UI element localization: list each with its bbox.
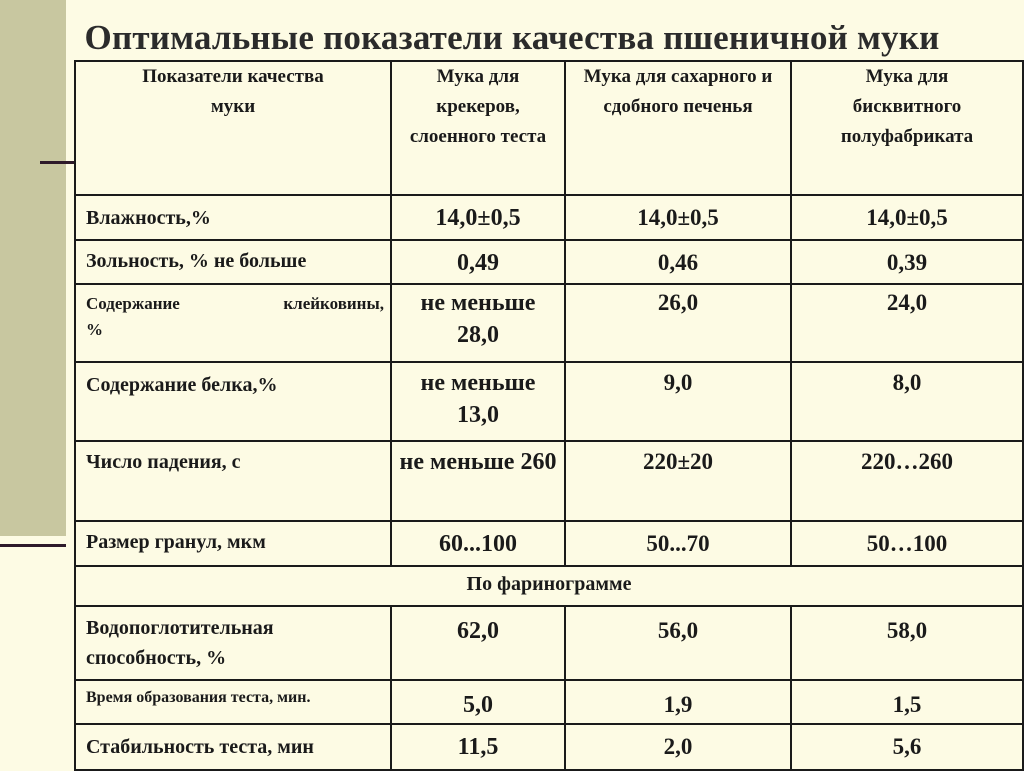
flour-quality-table: [74, 60, 1024, 771]
table-row: [75, 680, 1023, 724]
value-cell: 26,0: [565, 284, 791, 362]
row-label: Водопоглотительная способность, %: [75, 606, 391, 680]
value-cell: 14,0±0,5: [791, 195, 1023, 240]
decorative-rule-top: [40, 161, 74, 164]
value-cell: 60...100: [391, 521, 565, 566]
row-label: Число падения, с: [75, 441, 391, 521]
value-cell: 14,0±0,5: [391, 195, 565, 240]
page-title: Оптимальные показатели качества пшеничной муки: [84, 18, 940, 57]
table-row: [75, 195, 1023, 240]
value-cell: 1,9: [565, 680, 791, 724]
value-cell: 5,0: [391, 680, 565, 724]
row-label-part: Содержание: [86, 294, 180, 313]
table-header-row: [75, 61, 1023, 195]
value-cell: 11,5: [391, 724, 565, 770]
section-title: По фаринограмме: [75, 566, 1023, 606]
value-cell: 8,0: [791, 362, 1023, 441]
value-cell: 0,39: [791, 240, 1023, 284]
value-cell: 62,0: [391, 606, 565, 680]
row-label-part: %: [86, 320, 103, 339]
value-cell: 14,0±0,5: [565, 195, 791, 240]
table-row: [75, 362, 1023, 441]
row-label-gluten: [75, 284, 391, 362]
value-cell: 0,49: [391, 240, 565, 284]
value-cell: 50...70: [565, 521, 791, 566]
table-row: [75, 724, 1023, 770]
table-row: [75, 284, 1023, 362]
row-label: Стабильность теста, мин: [75, 724, 391, 770]
row-label: Содержание белка,%: [75, 362, 391, 441]
value-cell: 220±20: [565, 441, 791, 521]
value-cell: не меньше 260: [391, 441, 565, 521]
value-cell: 9,0: [565, 362, 791, 441]
value-cell: 58,0: [791, 606, 1023, 680]
header-cookie-flour: Мука для сахарного и сдобного печенья: [565, 61, 791, 195]
table-row: [75, 521, 1023, 566]
value-cell: 24,0: [791, 284, 1023, 362]
row-label: Размер гранул, мкм: [75, 521, 391, 566]
value-cell: 56,0: [565, 606, 791, 680]
row-label: Время образования теста, мин.: [75, 680, 391, 724]
header-crackers-flour: Мука для крекеров, слоенного теста: [391, 61, 565, 195]
value-cell: 5,6: [791, 724, 1023, 770]
value-cell: не меньше 28,0: [391, 284, 565, 362]
table-row: [75, 240, 1023, 284]
value-cell: 220…260: [791, 441, 1023, 521]
row-label: Влажность,%: [75, 195, 391, 240]
value-cell: 1,5: [791, 680, 1023, 724]
table-row: [75, 441, 1023, 521]
section-row: [75, 566, 1023, 606]
value-cell: 2,0: [565, 724, 791, 770]
value-cell: 50…100: [791, 521, 1023, 566]
row-label-part: клейковины,: [283, 294, 384, 313]
header-sponge-flour: Мука для бисквитного полуфабриката: [791, 61, 1023, 195]
header-indicators: Показатели качества муки: [75, 61, 391, 195]
value-cell: не меньше 13,0: [391, 362, 565, 441]
row-label: Зольность, % не больше: [75, 240, 391, 284]
decorative-rule-bottom: [0, 544, 66, 547]
table-row: [75, 606, 1023, 680]
decorative-side-bar: [0, 0, 66, 536]
value-cell: 0,46: [565, 240, 791, 284]
